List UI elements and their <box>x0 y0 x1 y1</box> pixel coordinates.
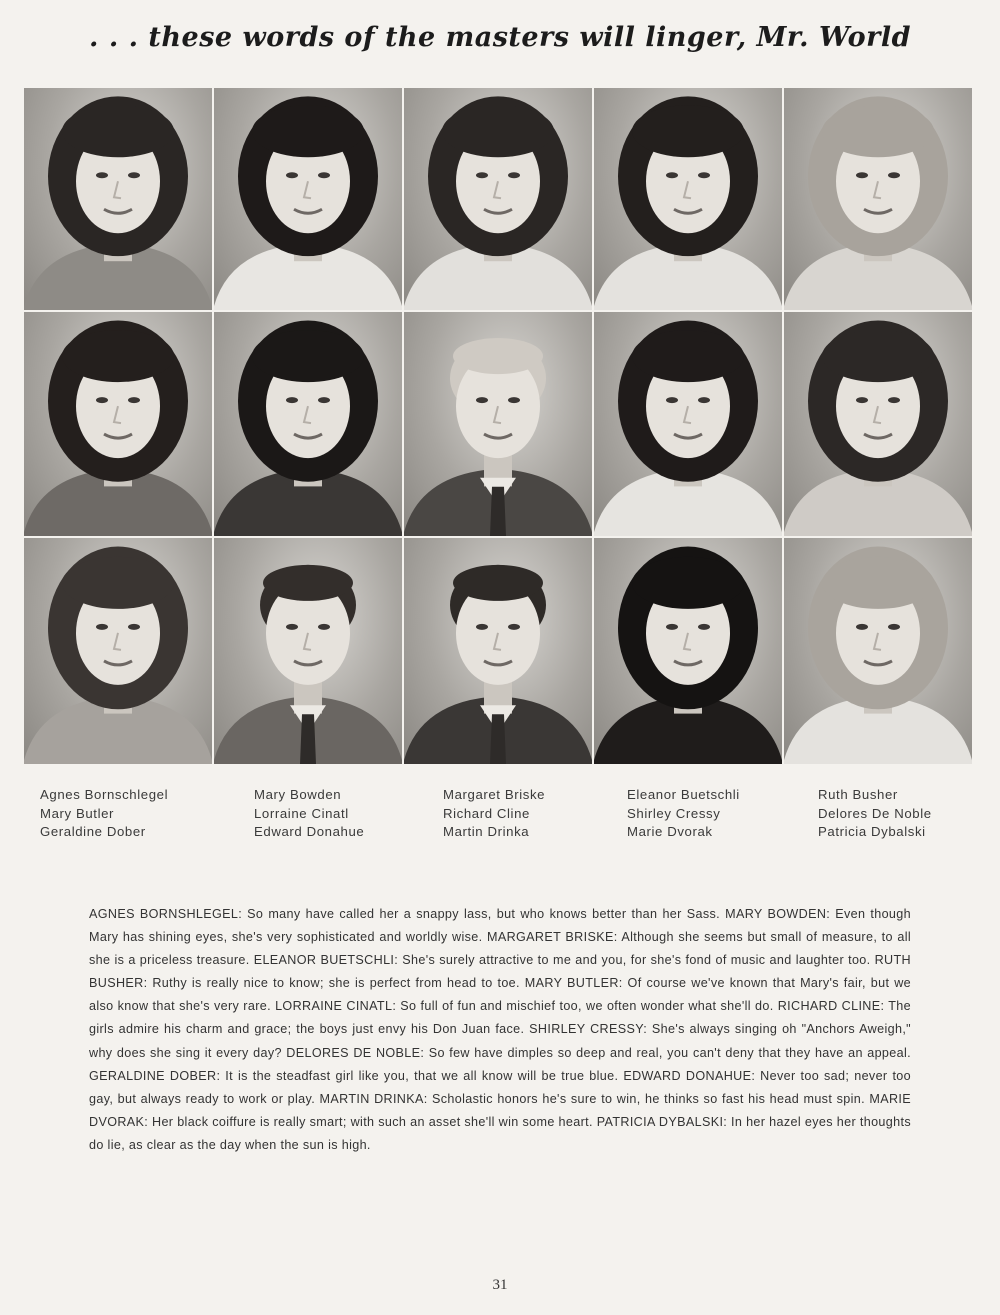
page-number: 31 <box>492 1277 508 1293</box>
portrait-photo <box>404 88 592 310</box>
portrait-photo <box>24 538 212 764</box>
page-title: . . . these words of the masters will linger, Mr. World <box>89 22 911 53</box>
name-column-3 <box>443 786 545 842</box>
portrait-photo <box>784 538 972 764</box>
portrait-photo <box>24 88 212 310</box>
name-item: Eleanor Buetschli <box>627 787 740 802</box>
name-item: Mary Bowden <box>254 787 342 802</box>
portrait-photo <box>404 312 592 536</box>
portrait-photo <box>784 88 972 310</box>
name-item: Edward Donahue <box>254 824 365 839</box>
portrait-photo <box>784 312 972 536</box>
portrait-photo <box>214 538 402 764</box>
name-item: Shirley Cressy <box>627 805 721 821</box>
name-column-4 <box>627 786 740 842</box>
name-column-5 <box>818 786 932 842</box>
name-item: Margaret Briske <box>443 787 546 802</box>
portrait-photo <box>594 312 782 536</box>
name-column-2 <box>254 786 364 842</box>
name-item: Patricia Dybalski <box>818 824 926 839</box>
portrait-photo <box>404 538 592 764</box>
portrait-photo <box>214 312 402 536</box>
name-item: Marie Dvorak <box>627 824 713 839</box>
portrait-photo <box>214 88 402 310</box>
portrait-grid <box>24 88 972 764</box>
name-item: Mary Butler <box>40 805 115 821</box>
portrait-photo <box>594 538 782 764</box>
name-item: Martin Drinka <box>443 824 530 839</box>
portrait-photo <box>594 88 782 310</box>
name-item: Delores De Noble <box>818 805 932 821</box>
name-item: Richard Cline <box>443 805 530 821</box>
name-item: Lorraine Cinatl <box>254 805 349 821</box>
name-item: Geraldine Dober <box>40 824 146 839</box>
portrait-photo <box>24 312 212 536</box>
name-column-1 <box>40 786 168 842</box>
name-item: Ruth Busher <box>818 787 898 802</box>
biography-paragraph: AGNES BORNSHLEGEL: So many have called her a snappy lass, but who knows better than her Sass. MARY BOWDEN: Even though Mary has shining eyes, she's very sophisticated and worldly wise. MARGARET BRISKE: Although she seems but small of measure, to all she is a priceless treasure. ELEANOR BUETSCHLI: She's surely attractive to me and you, for she's fond of music and laughter too. RUTH BUSHER: Ruthy is really nice to know; she is perfect from head to toe. MARY BUTLER: Of course we've known that Mary's fair, but we also know that she's very rare. LORRAINE CINATL: So full of fun and mischief too, we often wonder what she'll do. RICHARD CLINE: The girls admire his charm and grace; the boys just envy his Don Juan face. SHIRLEY CRESSY: She's always singing oh "Anchors Aweigh," why does she sing it every day? DELORES DE NOBLE: So few have dimples so deep and real, you can't deny that they have an appeal. GERALDINE DOBER: It is the steadfast girl like you, that we all know will be true blue. EDWARD DONAHUE: Never too sad; never too gay, but always ready to work or play. MARTIN DRINKA: Scholastic honors he's sure to win, he thinks so fast his head must spin. MARIE DVORAK: Her black coiffure is really smart; with such an asset she'll win some heart. PATRICIA DYBALSKI: In her hazel eyes her thoughts do lie, as clear as the day when the sun is high. <box>89 907 911 1152</box>
name-item: Agnes Bornschlegel <box>40 787 169 802</box>
